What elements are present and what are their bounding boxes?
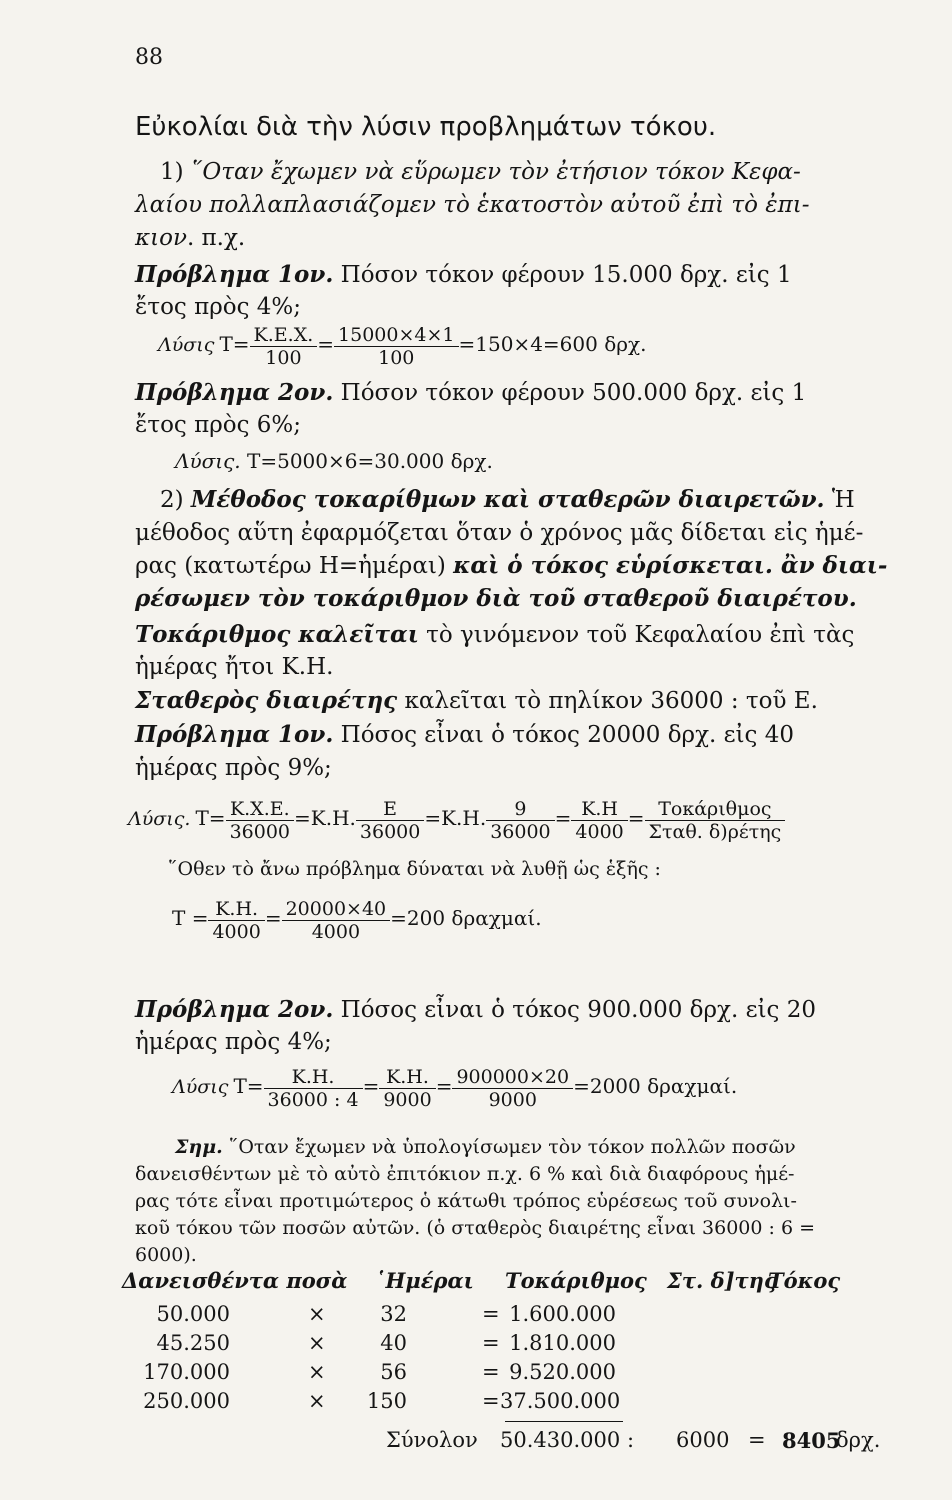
fraction: $\frac{9}{36000}$ bbox=[486, 798, 554, 843]
rule2-line2: μέθοδος αὕτη ἐφαρμόζεται ὅταν ὁ χρόνος μᾶς δίδεται εἰς ἡμέ- bbox=[135, 520, 864, 546]
table-header-divisor: Στ. δ]της bbox=[667, 1268, 777, 1293]
fraction: $\frac{K.H.}{4000}$ bbox=[208, 898, 264, 943]
problem3-then: ῞Οθεν τὸ ἄνω πρόβλημα δύναται νὰ λυθῇ ὡς ἑξῆς : bbox=[168, 858, 661, 880]
rule1-line1: 1) ῞Οταν ἔχωμεν νὰ εὕρωμεν τὸν ἐτήσιον τόκον Κεφα- bbox=[160, 159, 801, 185]
cell-equals: = bbox=[482, 1302, 500, 1326]
problem1-question: Πρόβλημα 1ον. Πόσον τόκον φέρουν 15.000 δρχ. εἰς 1 bbox=[135, 261, 792, 288]
total-currency: δρχ. bbox=[836, 1428, 881, 1452]
cell-amount: 170.000 bbox=[143, 1360, 230, 1384]
problem3-question-line2: ἡμέρας πρὸς 9%; bbox=[135, 755, 332, 781]
cell-days: 32 bbox=[380, 1302, 407, 1326]
total-divisor: 6000 bbox=[676, 1428, 730, 1452]
problem3-question: Πρόβλημα 1ον. Πόσος εἶναι ὁ τόκος 20000 δρχ. εἰς 40 bbox=[135, 721, 795, 748]
table-header-amount: Δανεισθέντα ποσὰ bbox=[122, 1268, 348, 1293]
fraction: $\frac{900000\times 20}{9000}$ bbox=[452, 1066, 573, 1111]
total-tokarithmos: 50.430.000 bbox=[500, 1428, 621, 1452]
page-number: 88 bbox=[135, 45, 163, 70]
problem3-solution: Λύσις. T= $\frac{K.X.E.}{36000}$ =Κ.Η. $\frac{E}{36000}$ =Κ.Η. $\frac{9}{36000}$ = $\frac{K.H}{4000}$ = $\frac{\text{Τοκάριθμος}}{\text{Σταθ. δ)ρέτης}}$ bbox=[128, 798, 785, 843]
cell-amount: 250.000 bbox=[143, 1389, 230, 1413]
cell-days: 40 bbox=[380, 1331, 407, 1355]
fraction: $\frac{K.H.}{9000}$ bbox=[379, 1066, 435, 1111]
cell-times: × bbox=[308, 1302, 326, 1326]
problem4-solution: Λύσις T= $\frac{K.H.}{36000 : 4}$ = $\frac{K.H.}{9000}$ = $\frac{900000\times 20}{9000}$ =2000 δραχμαί. bbox=[172, 1066, 738, 1111]
definition-tokarithmos: Τοκάριθμος καλεῖται τὸ γινόμενον τοῦ Κεφαλαίου ἐπὶ τὰς bbox=[135, 621, 855, 648]
problem1-question-line2: ἔτος πρὸς 4%; bbox=[135, 294, 302, 320]
total-equals: = bbox=[748, 1428, 766, 1452]
problem4-question: Πρόβλημα 2ον. Πόσος εἶναι ὁ τόκος 900.000 δρχ. εἰς 20 bbox=[135, 996, 816, 1023]
note-line2: δανεισθέντων μὲ τὸ αὐτὸ ἐπιτόκιον π.χ. 6 % καὶ διὰ διαφόρους ἡμέ- bbox=[135, 1163, 795, 1185]
cell-amount: 50.000 bbox=[156, 1302, 230, 1326]
note-line4: κοῦ τόκου τῶν ποσῶν αὐτῶν. (ὁ σταθερὸς διαιρέτης εἶναι 36000 : 6 = bbox=[135, 1217, 816, 1239]
fraction: $\frac{E}{36000}$ bbox=[356, 798, 424, 843]
note-line3: ρας τότε εἶναι προτιμώτερος ὁ κάτωθι τρόπος εὑρέσεως τοῦ συνολι- bbox=[135, 1190, 797, 1212]
rule1-line2: λαίου πολλαπλασιάζομεν τὸ ἑκατοστὸν αὐτοῦ ἐπὶ τὸ ἐπι- bbox=[135, 192, 810, 218]
rule2-line4: ρέσωμεν τὸν τοκάριθμον διὰ τοῦ σταθεροῦ διαιρέτου. bbox=[135, 585, 857, 612]
table-header-days: ῾Ημέραι bbox=[375, 1268, 474, 1293]
cell-times: × bbox=[308, 1389, 326, 1413]
definition-stathero-diairetis: Σταθερὸς διαιρέτης καλεῖται τὸ πηλίκον 36000 : τοῦ Ε. bbox=[135, 687, 818, 714]
total-colon: : bbox=[627, 1428, 635, 1452]
cell-tokarithmos: 37.500.000 bbox=[500, 1389, 621, 1413]
table-header-tokarithmos: Τοκάριθμος bbox=[505, 1268, 647, 1293]
cell-days: 56 bbox=[380, 1360, 407, 1384]
cell-amount: 45.250 bbox=[156, 1331, 230, 1355]
cell-equals: = bbox=[482, 1331, 500, 1355]
cell-tokarithmos: 1.810.000 bbox=[509, 1331, 616, 1355]
total-label: Σύνολον bbox=[386, 1428, 478, 1452]
fraction: $\frac{15000\times 4\times 1}{100}$ bbox=[334, 324, 458, 369]
problem2-question-line2: ἔτος πρὸς 6%; bbox=[135, 412, 302, 438]
problem2-solution: Λύσις. T=5000×6=30.000 δρχ. bbox=[175, 449, 493, 473]
fraction: $\frac{K.X.E.}{36000}$ bbox=[226, 798, 294, 843]
note-line1: Σημ. ῞Οταν ἔχωμεν νὰ ὑπολογίσωμεν τὸν τόκον πολλῶν ποσῶν bbox=[175, 1136, 796, 1158]
sum-rule bbox=[505, 1421, 623, 1422]
problem3-solution-alt: T = $\frac{K.H.}{4000}$ = $\frac{20000\times 40}{4000}$ =200 δραχμαί. bbox=[172, 898, 542, 943]
cell-tokarithmos: 9.520.000 bbox=[509, 1360, 616, 1384]
note-line5: 6000). bbox=[135, 1244, 197, 1266]
fraction: $\frac{K.H.}{36000 : 4}$ bbox=[264, 1066, 363, 1111]
rule1-line3: κιον. π.χ. bbox=[135, 225, 246, 251]
cell-equals: = bbox=[482, 1360, 500, 1384]
cell-days: 150 bbox=[366, 1389, 407, 1413]
fraction: $\frac{K.E.X.}{100}$ bbox=[250, 324, 318, 369]
fraction: $\frac{K.H}{4000}$ bbox=[571, 798, 627, 843]
fraction: $\frac{20000\times 40}{4000}$ bbox=[282, 898, 391, 943]
fraction: $\frac{\text{Τοκάριθμος}}{\text{Σταθ. δ)ρέτης}}$ bbox=[645, 798, 786, 843]
definition-tokarithmos-line2: ἡμέρας ἤτοι Κ.Η. bbox=[135, 654, 334, 680]
cell-equals: = bbox=[482, 1389, 500, 1413]
cell-times: × bbox=[308, 1360, 326, 1384]
rule2-line3: ρας (κατωτέρω Η=ἡμέραι) καὶ ὁ τόκος εὑρίσκεται. ἂν διαι- bbox=[135, 552, 888, 579]
problem2-question: Πρόβλημα 2ον. Πόσον τόκον φέρουν 500.000 δρχ. εἰς 1 bbox=[135, 379, 807, 406]
cell-tokarithmos: 1.600.000 bbox=[509, 1302, 616, 1326]
problem4-question-line2: ἡμέρας πρὸς 4%; bbox=[135, 1029, 332, 1055]
total-interest: 8405 bbox=[782, 1428, 841, 1453]
page-heading: Εὐκολίαι διὰ τὴν λύσιν προβλημάτων τόκου. bbox=[135, 112, 717, 142]
table-header-interest: Τόκος bbox=[768, 1268, 841, 1293]
rule2-line1: 2) Μέθοδος τοκαρίθμων καὶ σταθερῶν διαιρετῶν. Ἡ bbox=[160, 486, 855, 513]
cell-times: × bbox=[308, 1331, 326, 1355]
problem1-solution: Λύσις T= $\frac{K.E.X.}{100}$ = $\frac{15000\times 4\times 1}{100}$ =150×4=600 δρχ. bbox=[158, 324, 647, 369]
